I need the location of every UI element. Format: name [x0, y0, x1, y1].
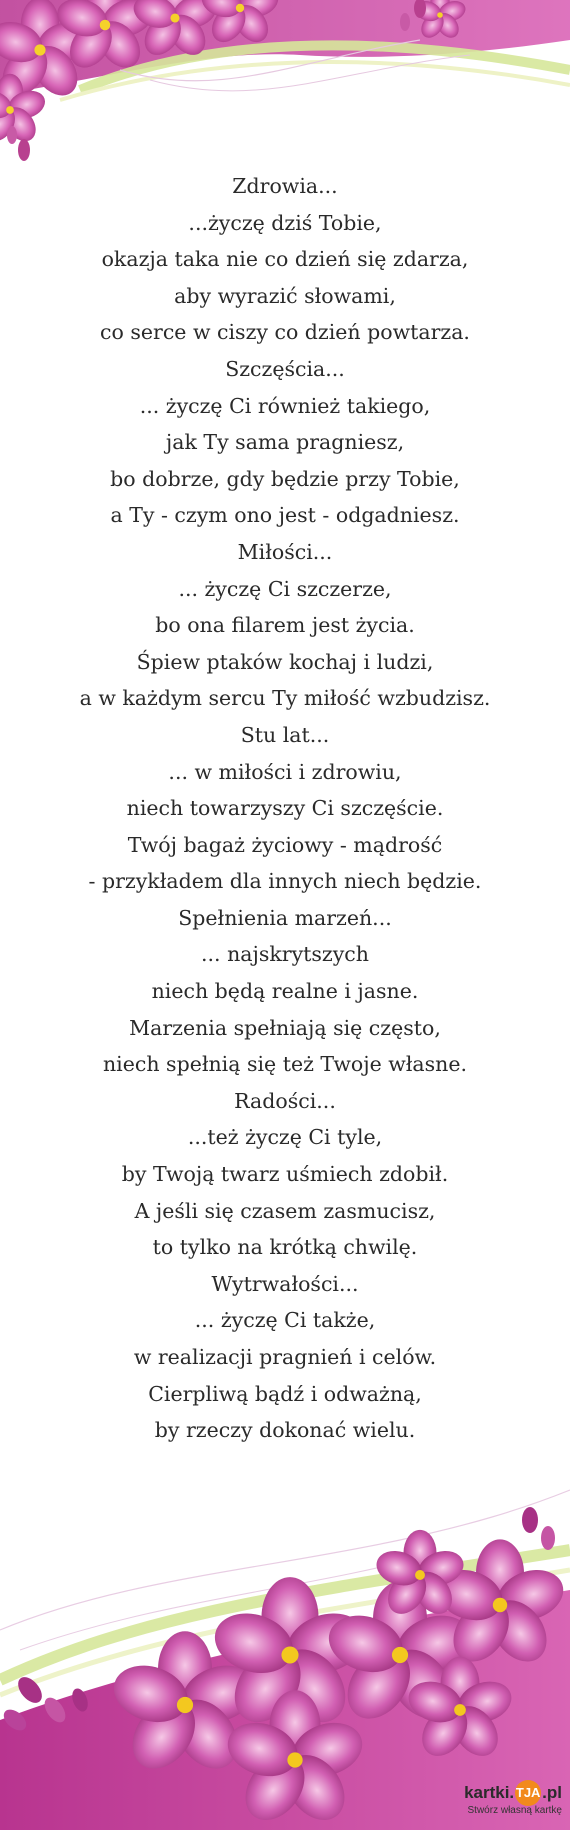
poem-line: Stu lat... [240, 722, 330, 747]
poem-text [0, 168, 570, 1449]
poem-line: niech będą realne i jasne. [151, 979, 419, 1004]
kartki-logo[interactable] [432, 1780, 562, 1824]
lilac-flowers-bottom-decoration [0, 1460, 570, 1830]
poem-line: ... życzę Ci także, [194, 1308, 376, 1333]
poem-line: jak Ty sama pragniesz, [165, 430, 405, 455]
poem-line: Śpiew ptaków kochaj i ludzi, [136, 649, 434, 674]
poem-line: by Twoją twarz uśmiech zdobił. [121, 1162, 449, 1187]
poem-line: Twój bagaż życiowy - mądrość [127, 832, 443, 857]
logo-tagline: Stwórz własną kartkę [467, 1805, 562, 1816]
poem-line: - przykładem dla innych niech będzie. [88, 869, 482, 894]
poem-line: Cierpliwą bądź i odważną, [148, 1381, 422, 1406]
poem-line: niech spełnią się też Twoje własne. [102, 1052, 468, 1077]
poem-line: Zdrowia... [232, 174, 338, 198]
logo-name: kartki. [464, 1783, 515, 1802]
logo-tld: .pl [542, 1783, 562, 1802]
poem-line: a w każdym sercu Ty miłość wzbudzisz. [79, 686, 491, 711]
poem-line: to tylko na krótką chwilę. [152, 1235, 418, 1260]
poem-line: w realizacji pragnień i celów. [133, 1345, 437, 1369]
poem-line: Spełnienia marzeń... [178, 905, 392, 930]
poem-line: co serce w ciszy co dzień powtarza. [100, 320, 470, 345]
poem-line: Marzenia spełniają się często, [129, 1015, 441, 1040]
poem-line: by rzeczy dokonać wielu. [154, 1418, 416, 1443]
poem-line: A jeśli się czasem zasmucisz, [134, 1198, 436, 1223]
poem-line: ...też życzę Ci tyle, [187, 1125, 383, 1150]
poem-line: niech towarzyszy Ci szczęście. [126, 796, 444, 821]
poem-line: bo ona filarem jest życia. [155, 613, 415, 638]
poem-line: ... życzę Ci również takiego, [139, 393, 431, 418]
poem-line: aby wyrazić słowami, [174, 283, 396, 308]
poem-line: a Ty - czym ono jest - odgadniesz. [110, 503, 460, 528]
poem-line: ... w miłości i zdrowiu, [168, 759, 402, 784]
poem-line: ... życzę Ci szczerze, [178, 576, 392, 601]
poem-line: Radości... [234, 1088, 336, 1113]
poem-line: ... najskrytszych [201, 942, 369, 967]
poem-line: okazja taka nie co dzień się zdarza, [101, 247, 469, 272]
logo-badge-icon: TJA [515, 1780, 541, 1806]
poem-line: Wytrwałości... [211, 1271, 359, 1296]
poem-line: Szczęścia... [225, 356, 345, 381]
poem-line: Miłości... [237, 539, 333, 564]
poem-line: ...życzę dziś Tobie, [188, 210, 382, 235]
lilac-flowers-top-decoration [0, 0, 570, 190]
poem-line: bo dobrze, gdy będzie przy Tobie, [110, 466, 460, 491]
